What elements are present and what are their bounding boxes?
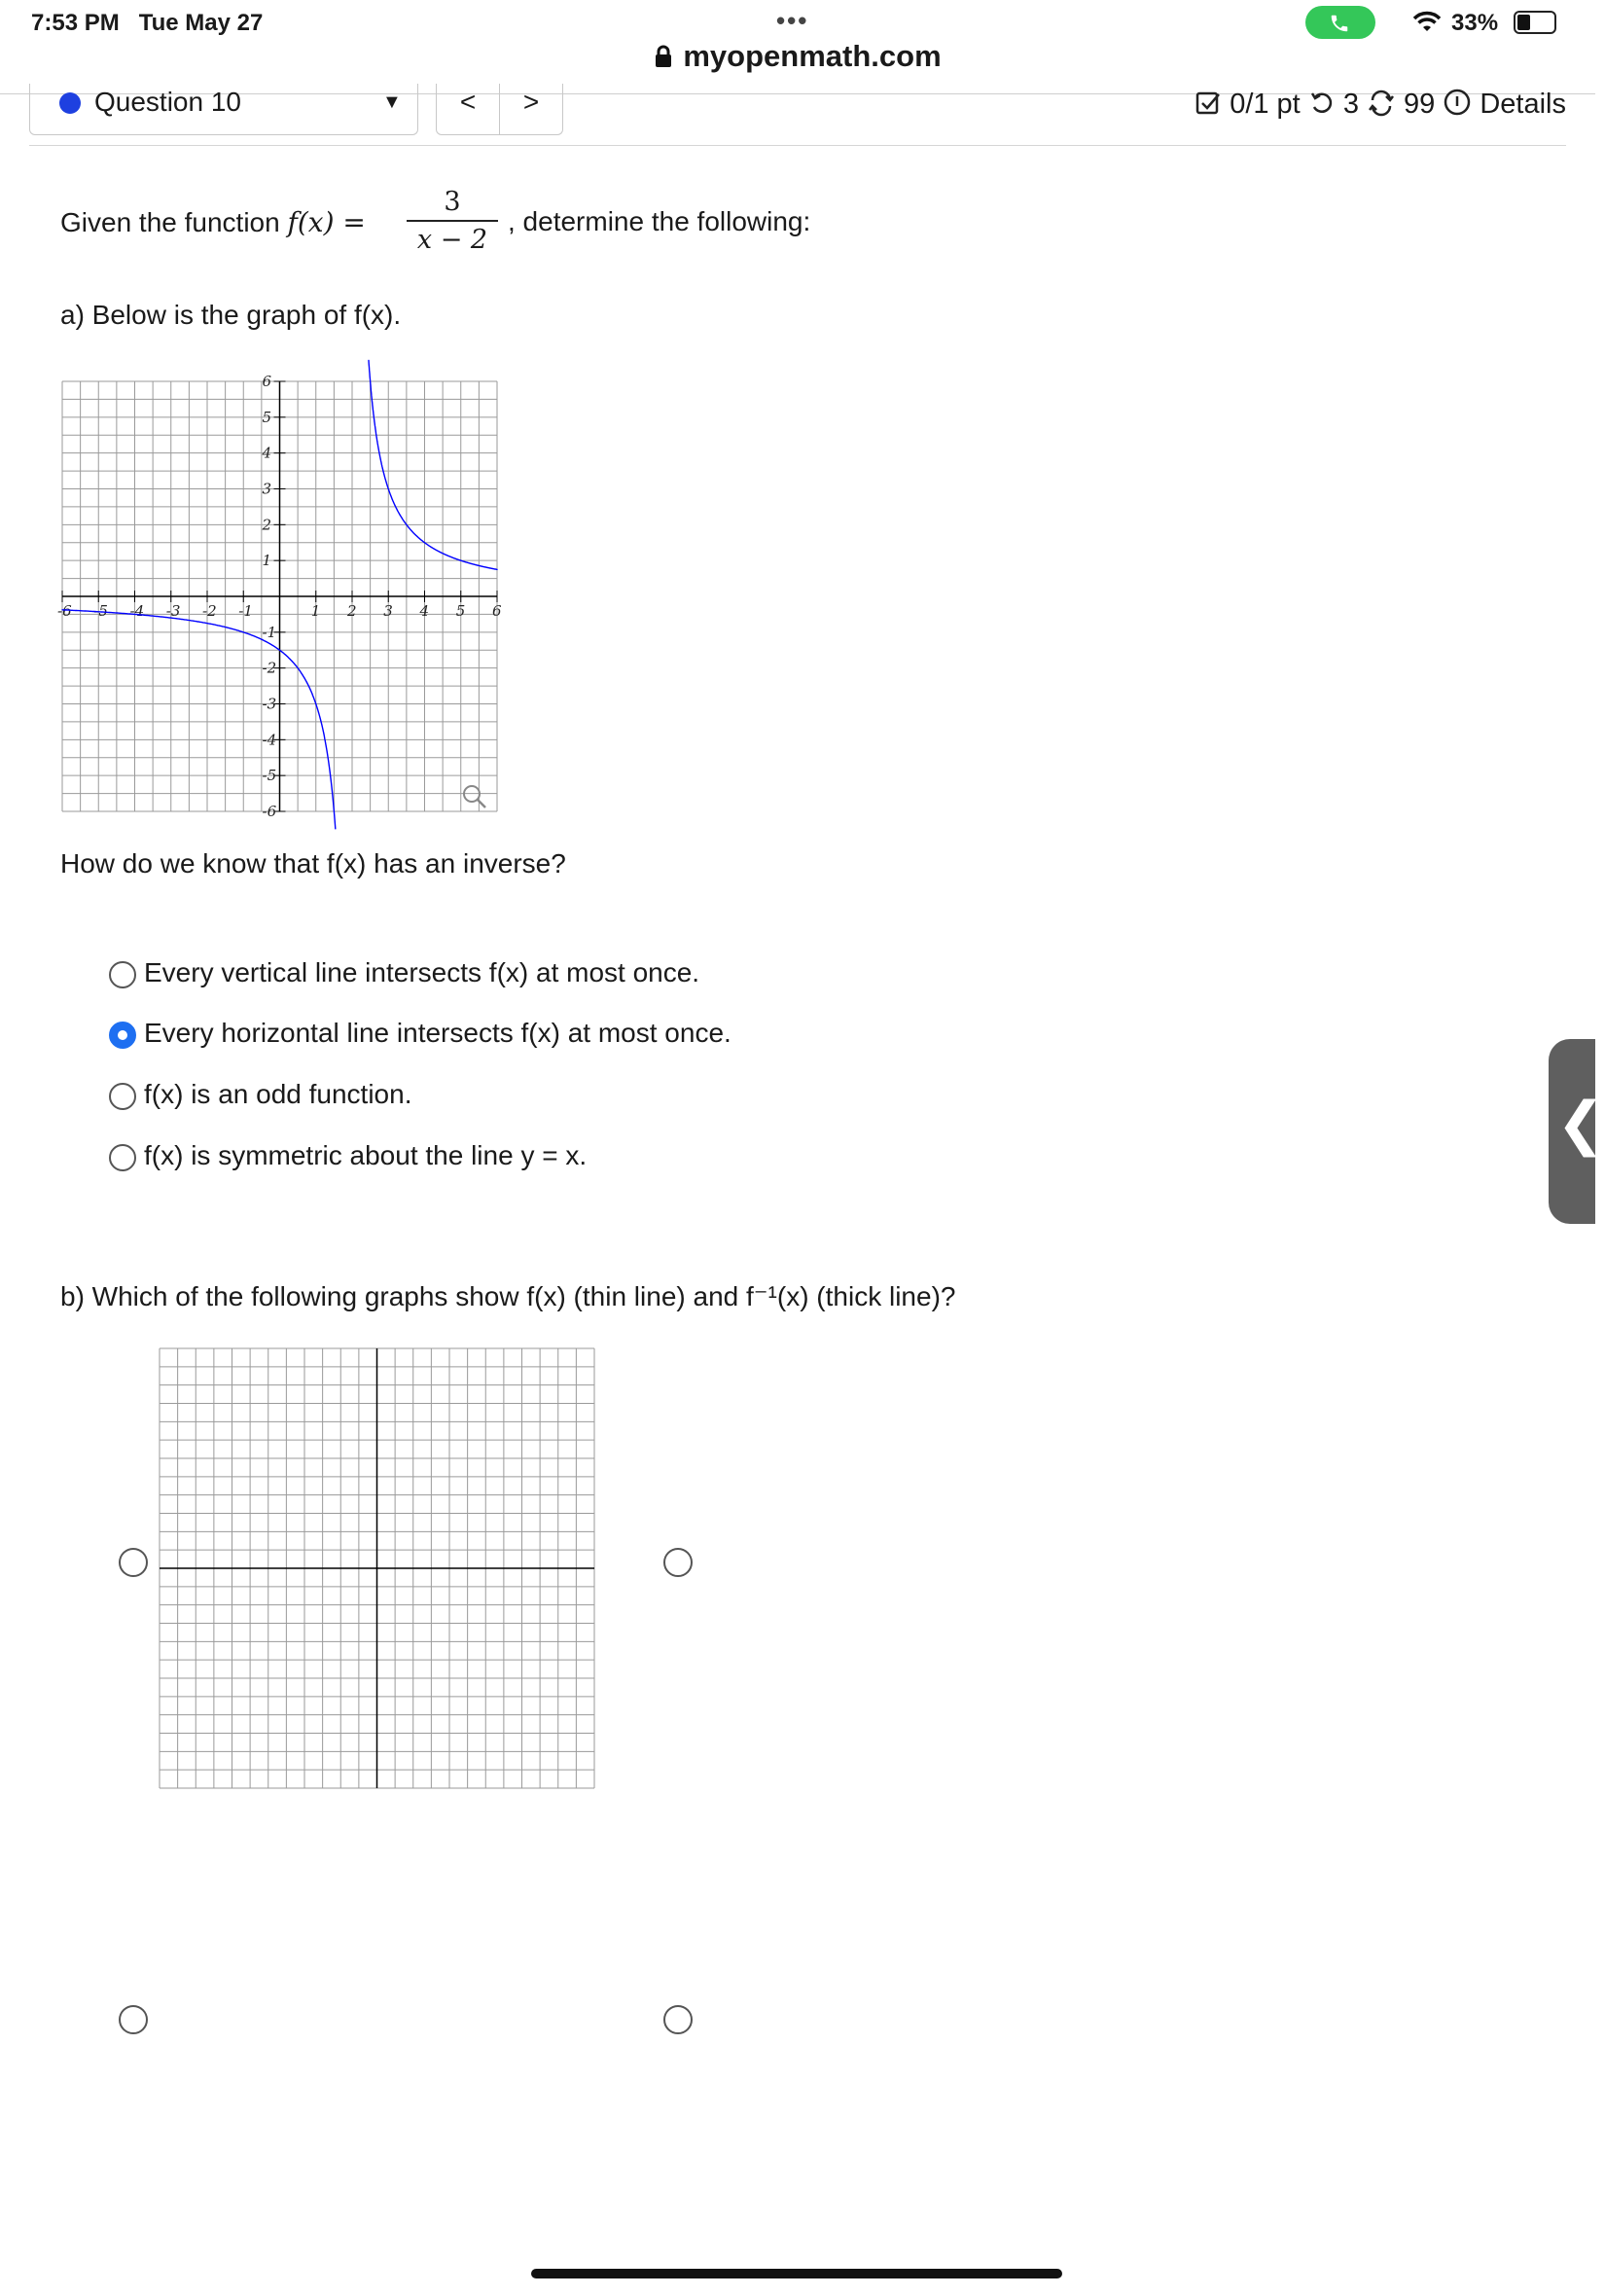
status-bar [0,0,1595,43]
fraction-denominator: x − 2 [416,225,488,255]
status-time: 7:53 PM Tue May 27 [31,10,264,36]
y-tick-label: 1 [262,552,272,570]
f-curve-left [62,610,336,829]
radio-option-1[interactable] [109,961,136,988]
x-tick-label: -1 [238,602,253,620]
attempts-icon [1367,90,1396,117]
x-tick-label: 5 [455,602,466,620]
zoom-icon [464,786,485,807]
graph-choice-radio-3[interactable] [119,2005,148,2034]
retry-icon [1308,90,1336,117]
prompt-before: Given the function [60,207,280,237]
multitask-dots[interactable]: ••• [776,6,809,35]
graph-choice-radio-4[interactable] [663,2005,693,2034]
main-function-graph [57,373,502,820]
x-tick-label: 6 [492,602,502,620]
graph-choice-radio-1[interactable] [119,1548,148,1577]
inverse-question: How do we know that f(x) has an inverse? [60,848,566,879]
graph-choice-radio-2[interactable] [663,1548,693,1577]
question-select[interactable] [29,84,418,135]
retries-count: 3 [1342,89,1359,120]
y-tick-label: -4 [262,731,277,749]
option-odd-function[interactable]: f(x) is an odd function. [109,1079,411,1110]
x-tick-label: 3 [383,602,393,620]
option-vertical-line[interactable]: Every vertical line intersects f(x) at most once. [109,957,699,988]
y-tick-label: 3 [262,480,272,498]
x-tick-label: 2 [347,602,357,620]
next-question-button[interactable]: > [499,84,563,135]
y-tick-label: -5 [262,767,277,785]
graph-choice-3[interactable] [156,1802,598,2249]
y-tick-label: -6 [262,803,277,820]
battery-icon [1514,11,1556,34]
phone-icon [1329,13,1350,34]
prompt-intro [60,206,366,238]
y-tick-label: -3 [262,695,277,713]
header-divider [29,145,1566,146]
prev-question-button[interactable]: < [436,84,500,135]
part-b-heading: b) Which of the following graphs show f(x) (thin line) and f⁻¹(x) (thick line)? [60,1281,956,1311]
fraction-numerator: 3 [444,187,461,217]
y-tick-label: 2 [262,516,272,534]
x-tick-label: -2 [202,602,217,620]
question-status-dot [59,92,81,114]
graph-choice-2[interactable] [698,1345,1141,1792]
lock-icon [654,45,673,68]
battery-percent: 33% [1451,10,1499,36]
home-indicator [531,2269,1062,2278]
question-meta [1195,88,1566,121]
score-check-icon [1195,90,1222,117]
x-tick-label: -6 [57,602,72,620]
option-symmetric[interactable]: f(x) is symmetric about the line y = x. [109,1140,587,1171]
y-tick-label: 4 [262,444,272,462]
y-tick-label: 5 [262,408,272,426]
details-link[interactable]: Details [1480,89,1566,120]
x-tick-label: -3 [165,602,181,620]
url-text: myopenmath.com [683,39,942,73]
y-tick-label: -2 [262,659,277,677]
radio-option-2[interactable] [109,1022,136,1049]
chevron-down-icon: ▼ [382,91,402,113]
call-indicator[interactable] [1305,6,1375,39]
part-a-heading: a) Below is the graph of f(x). [60,300,402,330]
y-tick-label: 6 [262,373,272,390]
question-label: Question 10 [94,87,241,117]
attempts-count: 99 [1404,89,1436,120]
graph-choice-1[interactable] [156,1345,598,1792]
function-fraction [399,187,506,255]
x-tick-label: -4 [129,602,145,620]
graph-choice-4[interactable] [698,1802,1141,2249]
y-tick-label: -1 [262,623,277,641]
url-bar[interactable] [0,39,1595,74]
x-tick-label: 4 [419,602,430,620]
x-tick-label: -5 [93,602,108,620]
wifi-icon [1412,12,1442,33]
x-tick-label: 1 [310,602,321,620]
score-text: 0/1 pt [1230,89,1301,120]
chevron-left-icon: ❮ [1556,1091,1605,1156]
radio-option-3[interactable] [109,1083,136,1110]
info-icon[interactable] [1443,88,1472,117]
option-horizontal-line[interactable]: Every horizontal line intersects f(x) at most once. [109,1018,731,1049]
prompt-after: , determine the following: [508,206,811,236]
radio-option-4[interactable] [109,1144,136,1171]
side-panel-handle[interactable] [1549,1039,1605,1224]
function-lhs: f(x) = [287,206,366,238]
